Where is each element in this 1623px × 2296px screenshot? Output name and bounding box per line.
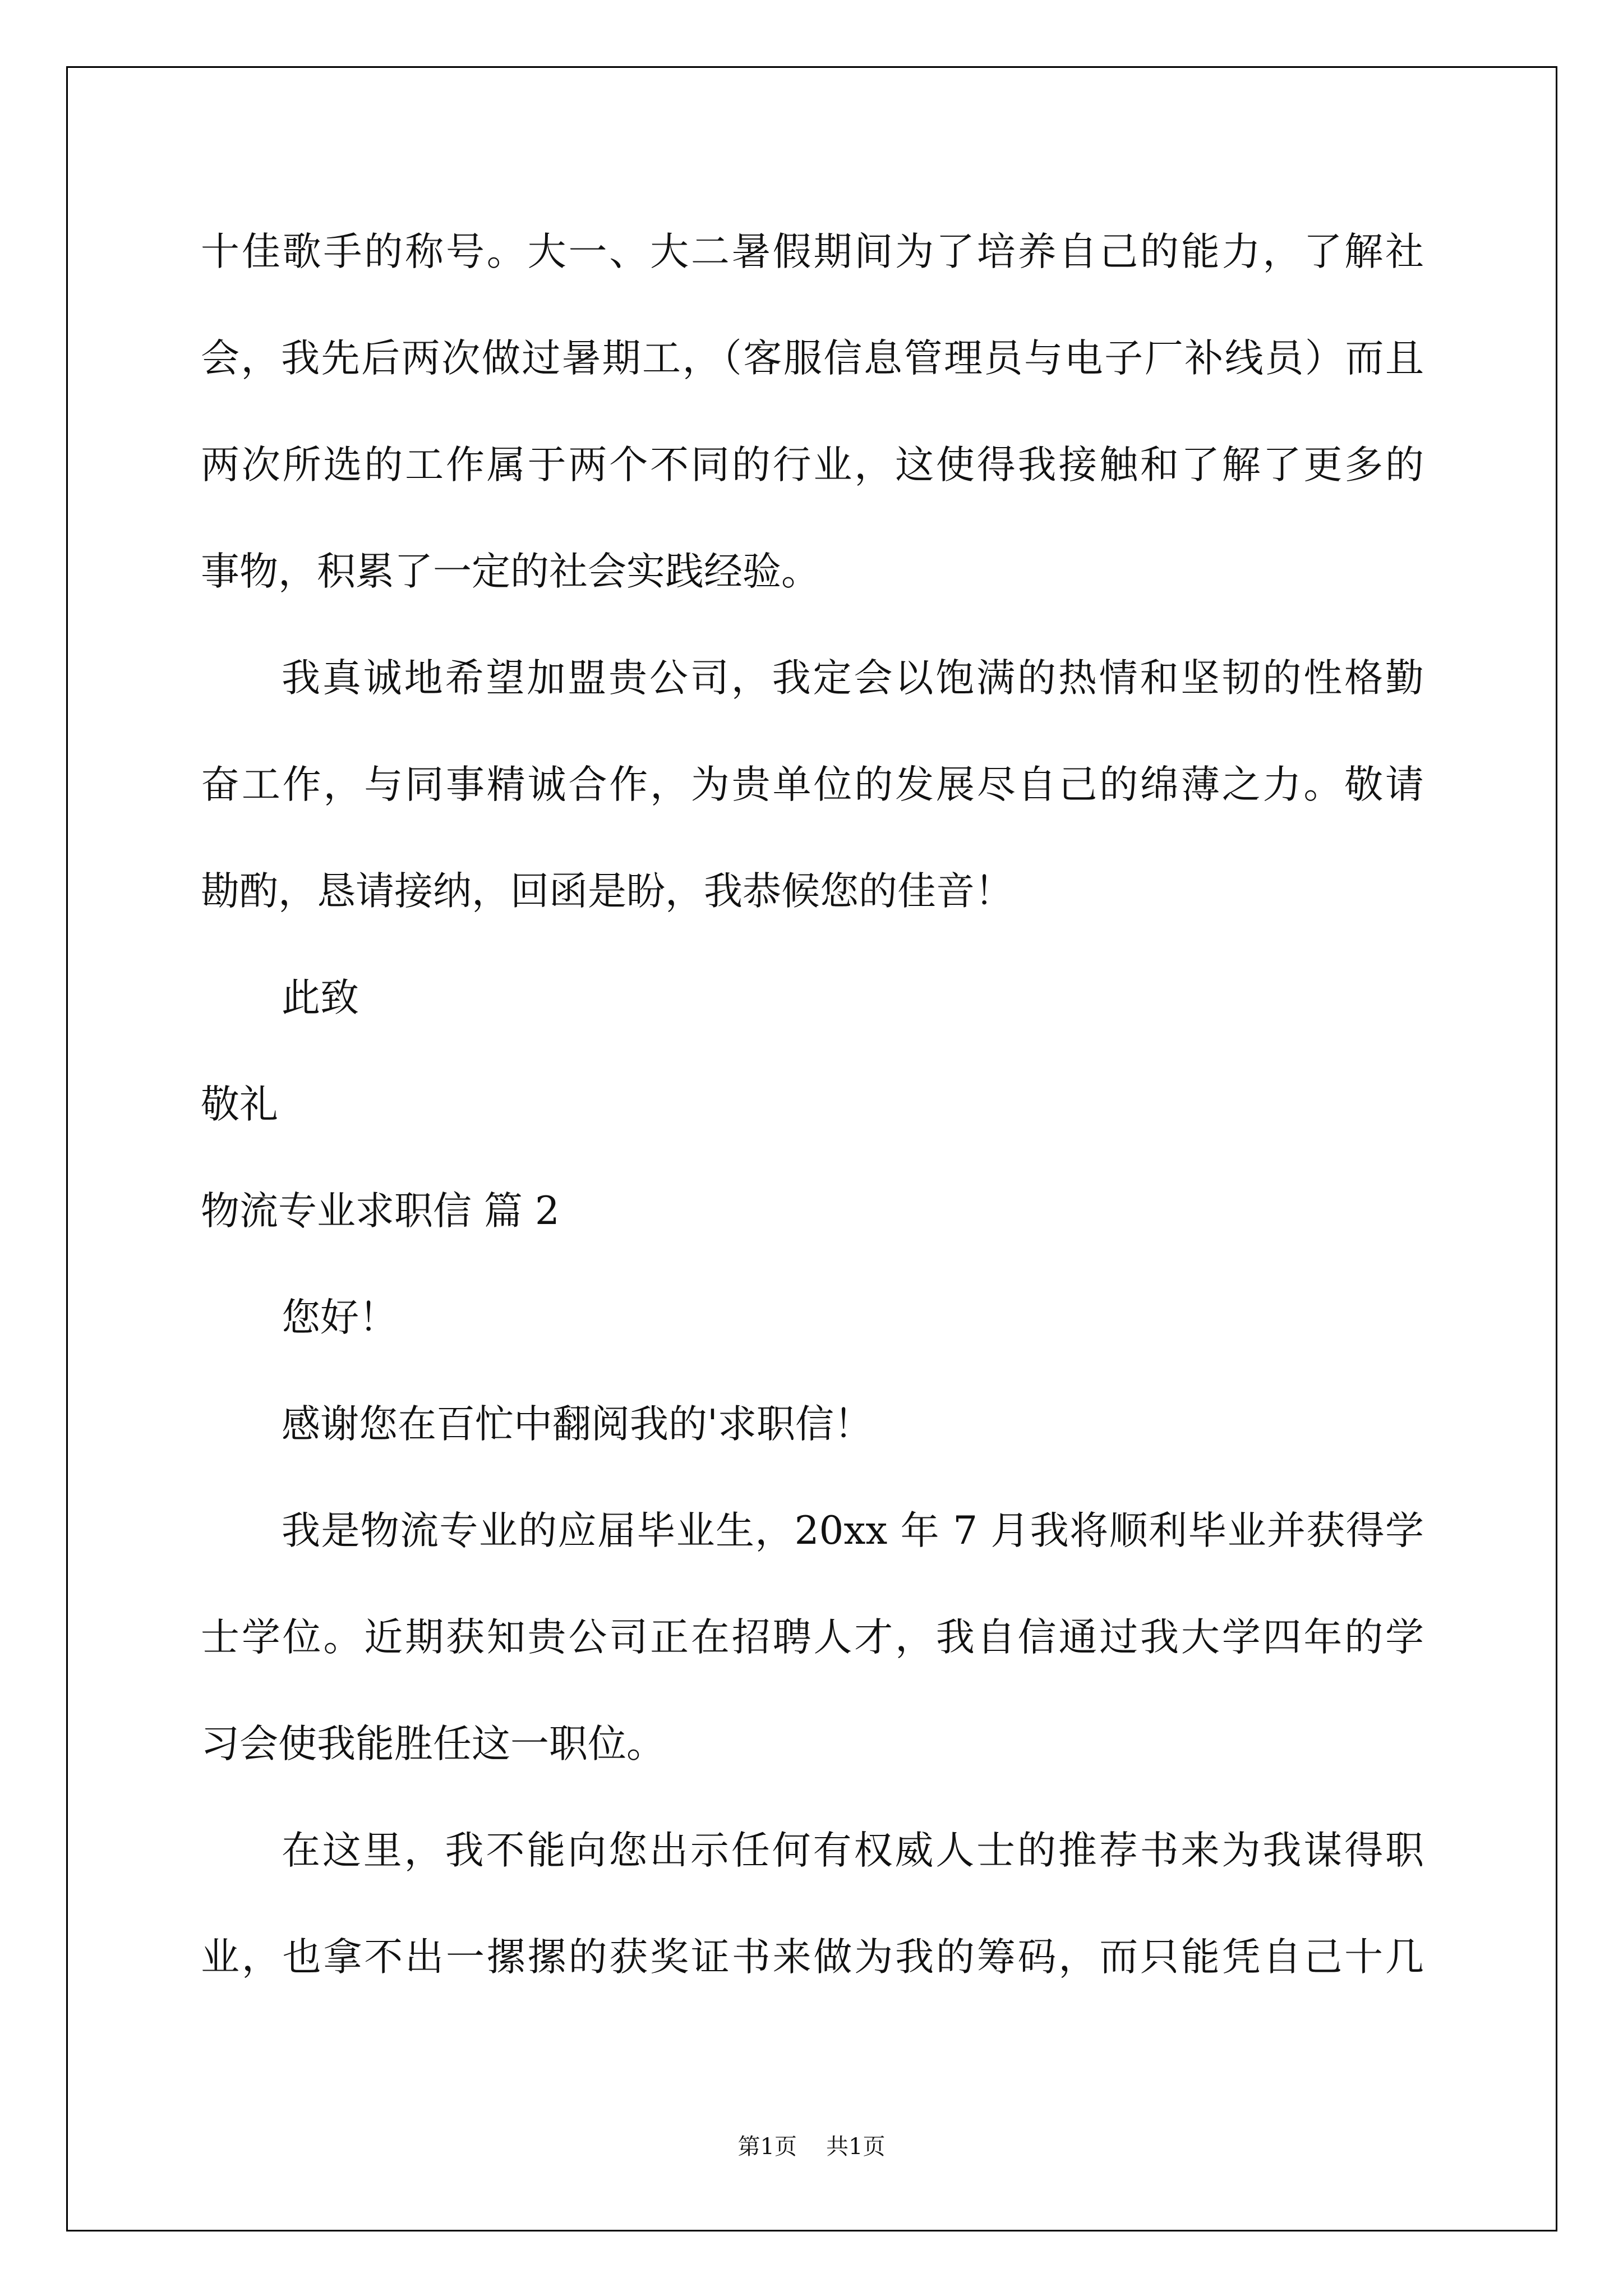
text-line: 勘酌，恳请接纳，回函是盼，我恭候您的佳音！ — [201, 869, 1013, 914]
paragraph — [201, 199, 1424, 625]
text-line: 两次所选的工作属于两个不同的行业，这使得我接触和了解了更多的 — [201, 443, 1424, 487]
paragraph — [201, 1478, 1424, 1797]
letter-regards: 敬礼 — [201, 1082, 278, 1127]
page-number: 第1页 — [737, 2134, 797, 2160]
paragraph — [201, 625, 1424, 945]
document-body — [201, 199, 1424, 2010]
text-line: 十佳歌手的称号。大一、大二暑假期间为了培养自己的能力，了解社 — [201, 229, 1424, 274]
text-line: 士学位。近期获知贵公司正在招聘人才，我自信通过我大学四年的学 — [201, 1615, 1424, 1660]
text-line: 业，也拿不出一摞摞的获奖证书来做为我的筹码，而只能凭自己十几 — [201, 1935, 1424, 1980]
letter-opening: 感谢您在百忙中翻阅我的'求职信！ — [282, 1402, 873, 1447]
letter-greeting: 您好！ — [282, 1295, 398, 1340]
page-footer — [0, 2132, 1623, 2162]
text-line: 在这里，我不能向您出示任何有权威人士的推荐书来为我谋得职 — [282, 1828, 1424, 1873]
text-line: 习会使我能胜任这一职位。 — [201, 1722, 665, 1766]
letter-closing: 此致 — [282, 976, 359, 1020]
paragraph — [201, 1797, 1424, 2010]
text-line: 奋工作，与同事精诚合作，为贵单位的发展尽自己的绵薄之力。敬请 — [201, 762, 1424, 807]
text-line: 会，我先后两次做过暑期工，（客服信息管理员与电子厂补线员）而且 — [201, 336, 1424, 381]
text-line: 事物，积累了一定的社会实践经验。 — [201, 549, 820, 594]
text-line: 我是物流专业的应届毕业生，20xx 年 7 月我将顺利毕业并获得学 — [282, 1508, 1424, 1553]
section-title: 物流专业求职信 篇 2 — [201, 1189, 560, 1234]
text-line: 我真诚地希望加盟贵公司，我定会以饱满的热情和坚韧的性格勤 — [282, 656, 1424, 701]
page-total: 共1页 — [826, 2134, 886, 2160]
